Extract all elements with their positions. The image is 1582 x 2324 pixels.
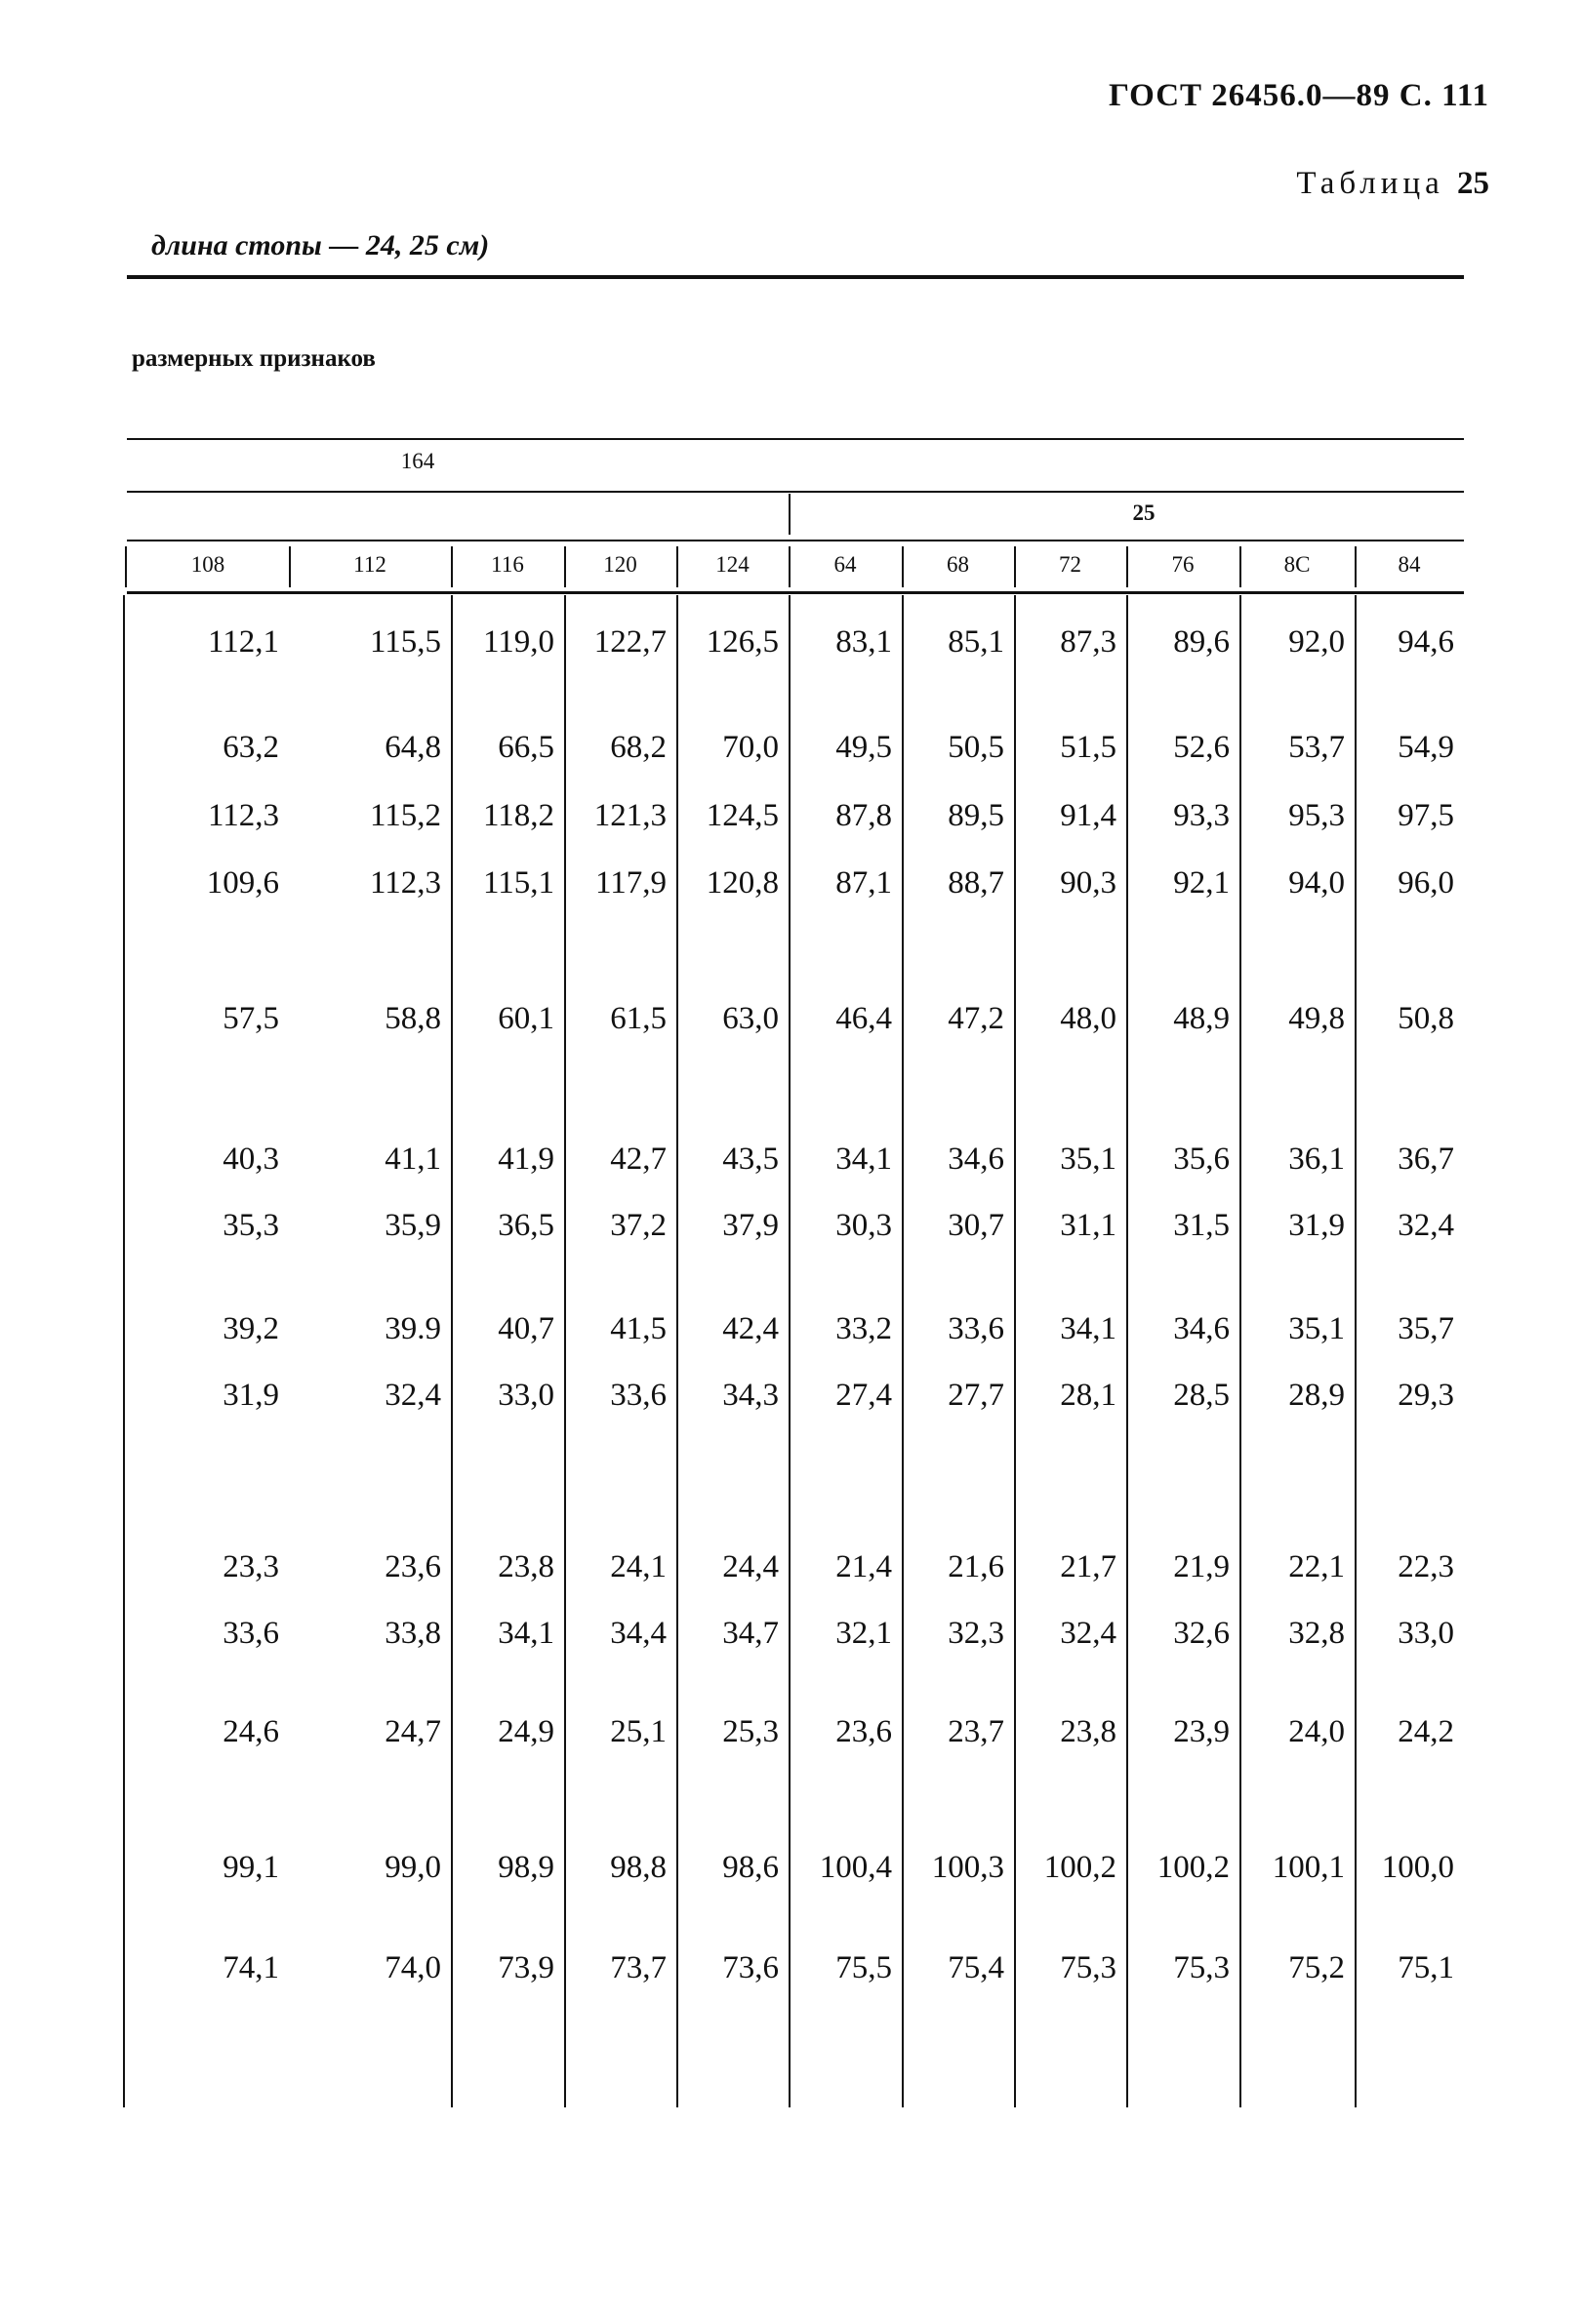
table-cell: 24,4 (722, 1549, 779, 1584)
table-cell: 28,5 (1173, 1378, 1230, 1413)
table-cell: 23,8 (1060, 1714, 1116, 1749)
table-cell: 92,0 (1288, 624, 1345, 660)
column-divider (789, 546, 791, 587)
group-foot-label: 25 (1132, 501, 1156, 525)
table-label: Таблица (1296, 166, 1444, 201)
table-cell: 46,4 (835, 1001, 892, 1036)
section-label: размерных признаков (132, 345, 376, 372)
table-cell: 34,1 (1060, 1311, 1116, 1346)
table-cell: 32,8 (1288, 1616, 1345, 1651)
table-cell: 90,3 (1060, 865, 1116, 901)
table-cell: 30,7 (948, 1208, 1004, 1243)
table-cell: 52,6 (1173, 730, 1230, 765)
table-cell: 63,2 (223, 730, 279, 765)
column-header: 120 (603, 552, 637, 577)
table-cell: 92,1 (1173, 865, 1230, 901)
table-cell: 21,9 (1173, 1549, 1230, 1584)
table-cell: 122,7 (593, 624, 667, 660)
table-cell: 32,4 (1060, 1616, 1116, 1651)
table-cell: 74,1 (223, 1950, 279, 1985)
column-header: 68 (947, 552, 969, 577)
table-cell: 98,9 (498, 1850, 554, 1885)
table-cell: 35,3 (223, 1208, 279, 1243)
header-mid-rule (127, 491, 1464, 493)
table-cell: 66,5 (498, 730, 554, 765)
table-cell: 49,5 (835, 730, 892, 765)
table-cell: 75,5 (835, 1950, 892, 1985)
table-cell: 60,1 (498, 1001, 554, 1036)
column-header: 8С (1283, 552, 1311, 577)
table-cell: 39,2 (223, 1311, 279, 1346)
table-cell: 34,1 (498, 1616, 554, 1651)
table-cell: 35,1 (1060, 1142, 1116, 1177)
subtitle-rule (127, 275, 1464, 279)
table-cell: 41,1 (385, 1142, 441, 1177)
table-cell: 33,6 (223, 1616, 279, 1651)
table-cell: 36,7 (1398, 1142, 1454, 1177)
table-cell: 21,6 (948, 1549, 1004, 1584)
table-cell: 33,6 (610, 1378, 667, 1413)
table-cell: 100,3 (931, 1850, 1004, 1885)
column-header: 112 (353, 552, 386, 577)
column-divider (676, 546, 678, 587)
table-cell: 74,0 (385, 1950, 441, 1985)
table-cell: 43,5 (722, 1142, 779, 1177)
table-cell: 28,1 (1060, 1378, 1116, 1413)
table-cell: 100,2 (1156, 1850, 1230, 1885)
table-cell: 94,0 (1288, 865, 1345, 901)
table-cell: 57,5 (223, 1001, 279, 1036)
table-cell: 22,3 (1398, 1549, 1454, 1584)
column-header: 84 (1398, 552, 1421, 577)
table-cell: 75,3 (1060, 1950, 1116, 1985)
table-cell: 70,0 (722, 730, 779, 765)
table-cell: 100,1 (1272, 1850, 1345, 1885)
table-cell: 37,2 (610, 1208, 667, 1243)
table-cell: 115,5 (369, 624, 441, 660)
table-cell: 21,7 (1060, 1549, 1116, 1584)
table-cell: 99,1 (223, 1850, 279, 1885)
table-cell: 126,5 (706, 624, 779, 660)
header-sub-rule (127, 540, 1464, 541)
table-cell: 32,3 (948, 1616, 1004, 1651)
table-cell: 89,5 (948, 798, 1004, 833)
table-cell: 35,1 (1288, 1311, 1345, 1346)
table-cell: 31,9 (1288, 1208, 1345, 1243)
table-cell: 73,7 (610, 1950, 667, 1985)
table-cell: 54,9 (1398, 730, 1454, 765)
table-cell: 24,7 (385, 1714, 441, 1749)
column-divider (902, 546, 904, 587)
table-cell: 109,6 (206, 865, 279, 901)
table-cell: 24,2 (1398, 1714, 1454, 1749)
group-height-label: 164 (400, 449, 435, 473)
table-cell: 50,5 (948, 730, 1004, 765)
table-cell: 87,1 (835, 865, 892, 901)
column-divider (1126, 546, 1128, 587)
column-divider (1355, 546, 1357, 587)
table-cell: 118,2 (482, 798, 554, 833)
table-cell: 61,5 (610, 1001, 667, 1036)
table-cell: 95,3 (1288, 798, 1345, 833)
column-divider (289, 546, 291, 587)
table-cell: 87,8 (835, 798, 892, 833)
table-cell: 34,6 (1173, 1311, 1230, 1346)
table-cell: 48,9 (1173, 1001, 1230, 1036)
column-divider (564, 546, 566, 587)
table-cell: 34,6 (948, 1142, 1004, 1177)
table-cell: 47,2 (948, 1001, 1004, 1036)
table-cell: 33,0 (1398, 1616, 1454, 1651)
table-cell: 34,3 (722, 1378, 779, 1413)
table-cell: 31,5 (1173, 1208, 1230, 1243)
table-cell: 23,7 (948, 1714, 1004, 1749)
table-cell: 32,4 (1398, 1208, 1454, 1243)
table-cell: 33,0 (498, 1378, 554, 1413)
table-cell: 25,1 (610, 1714, 667, 1749)
column-header: 108 (190, 552, 225, 577)
table-cell: 33,6 (948, 1311, 1004, 1346)
table-cell: 75,1 (1398, 1950, 1454, 1985)
table-cell: 25,3 (722, 1714, 779, 1749)
table-subtitle: длина стопы — 24, 25 см) (151, 229, 490, 261)
table-cell: 119,0 (482, 624, 554, 660)
table-cell: 50,8 (1398, 1001, 1454, 1036)
table-cell: 99,0 (385, 1850, 441, 1885)
table-cell: 100,4 (819, 1850, 892, 1885)
column-header: 124 (715, 552, 750, 577)
table-cell: 49,8 (1288, 1001, 1345, 1036)
table-cell: 23,3 (223, 1549, 279, 1584)
table-cell: 85,1 (948, 624, 1004, 660)
table-cell: 24,0 (1288, 1714, 1345, 1749)
table-cell: 121,3 (593, 798, 667, 833)
table-title (1296, 166, 1489, 202)
table-cell: 34,7 (722, 1616, 779, 1651)
document-reference: ГОСТ 26456.0—89 С. 111 (1108, 78, 1489, 113)
column-divider (123, 595, 125, 2107)
table-cell: 75,2 (1288, 1950, 1345, 1985)
table-cell: 33,2 (835, 1311, 892, 1346)
table-cell: 51,5 (1060, 730, 1116, 765)
table-cell: 32,4 (385, 1378, 441, 1413)
table-cell: 100,2 (1043, 1850, 1116, 1885)
table-cell: 30,3 (835, 1208, 892, 1243)
table-cell: 24,6 (223, 1714, 279, 1749)
table-cell: 48,0 (1060, 1001, 1116, 1036)
column-divider (1239, 546, 1241, 587)
table-cell: 32,6 (1173, 1616, 1230, 1651)
table-cell: 29,3 (1398, 1378, 1454, 1413)
table-cell: 35,7 (1398, 1311, 1454, 1346)
table-cell: 40,7 (498, 1311, 554, 1346)
column-header: 72 (1059, 552, 1081, 577)
table-cell: 41,9 (498, 1142, 554, 1177)
table-cell: 117,9 (594, 865, 667, 901)
header-bottom-rule (127, 591, 1464, 594)
table-cell: 120,8 (706, 865, 779, 901)
table-cell: 32,1 (835, 1616, 892, 1651)
table-cell: 28,9 (1288, 1378, 1345, 1413)
column-header: 64 (833, 552, 857, 577)
column-divider (451, 546, 453, 587)
table-cell: 42,4 (722, 1311, 779, 1346)
table-cell: 27,4 (835, 1378, 892, 1413)
table-cell: 83,1 (835, 624, 892, 660)
table-cell: 64,8 (385, 730, 441, 765)
table-cell: 36,5 (498, 1208, 554, 1243)
table-cell: 53,7 (1288, 730, 1345, 765)
column-header: 76 (1171, 552, 1195, 577)
table-cell: 63,0 (722, 1001, 779, 1036)
table-cell: 27,7 (948, 1378, 1004, 1413)
table-cell: 37,9 (722, 1208, 779, 1243)
table-cell: 87,3 (1060, 624, 1116, 660)
table-cell: 75,3 (1173, 1950, 1230, 1985)
table-cell: 42,7 (610, 1142, 667, 1177)
table-cell: 39.9 (385, 1311, 441, 1346)
table-cell: 89,6 (1173, 624, 1230, 660)
table-cell: 23,6 (835, 1714, 892, 1749)
table-cell: 98,6 (722, 1850, 779, 1885)
table-cell: 24,1 (610, 1549, 667, 1584)
table-cell: 96,0 (1398, 865, 1454, 901)
table-cell: 94,6 (1398, 624, 1454, 660)
table-cell: 31,1 (1060, 1208, 1116, 1243)
table-cell: 33,8 (385, 1616, 441, 1651)
table-cell: 73,6 (722, 1950, 779, 1985)
column-divider (125, 546, 127, 587)
table-cell: 31,9 (223, 1378, 279, 1413)
table-cell: 40,3 (223, 1142, 279, 1177)
table-cell: 58,8 (385, 1001, 441, 1036)
table-number: 25 (1457, 166, 1489, 201)
column-header: 116 (491, 552, 524, 577)
table-cell: 24,9 (498, 1714, 554, 1749)
table-cell: 22,1 (1288, 1549, 1345, 1584)
foot-group-divider (789, 494, 791, 535)
table-cell: 88,7 (948, 865, 1004, 901)
table-cell: 34,1 (835, 1142, 892, 1177)
table-cell: 73,9 (498, 1950, 554, 1985)
column-divider (1014, 546, 1016, 587)
table-cell: 93,3 (1173, 798, 1230, 833)
table-cell: 91,4 (1060, 798, 1116, 833)
table-cell: 97,5 (1398, 798, 1454, 833)
table-cell: 112,1 (207, 624, 279, 660)
table-cell: 35,6 (1173, 1142, 1230, 1177)
header-top-rule (127, 438, 1464, 440)
table-cell: 115,2 (369, 798, 441, 833)
table-cell: 75,4 (948, 1950, 1004, 1985)
table-cell: 23,9 (1173, 1714, 1230, 1749)
table-cell: 100,0 (1381, 1850, 1454, 1885)
table-cell: 35,9 (385, 1208, 441, 1243)
table-cell: 124,5 (706, 798, 779, 833)
table-cell: 68,2 (610, 730, 667, 765)
table-cell: 36,1 (1288, 1142, 1345, 1177)
table-cell: 41,5 (610, 1311, 667, 1346)
table-cell: 21,4 (835, 1549, 892, 1584)
table-cell: 98,8 (610, 1850, 667, 1885)
table-cell: 23,6 (385, 1549, 441, 1584)
table-cell: 23,8 (498, 1549, 554, 1584)
table-cell: 112,3 (369, 865, 441, 901)
table-cell: 112,3 (207, 798, 279, 833)
table-cell: 34,4 (610, 1616, 667, 1651)
table-cell: 115,1 (482, 865, 554, 901)
